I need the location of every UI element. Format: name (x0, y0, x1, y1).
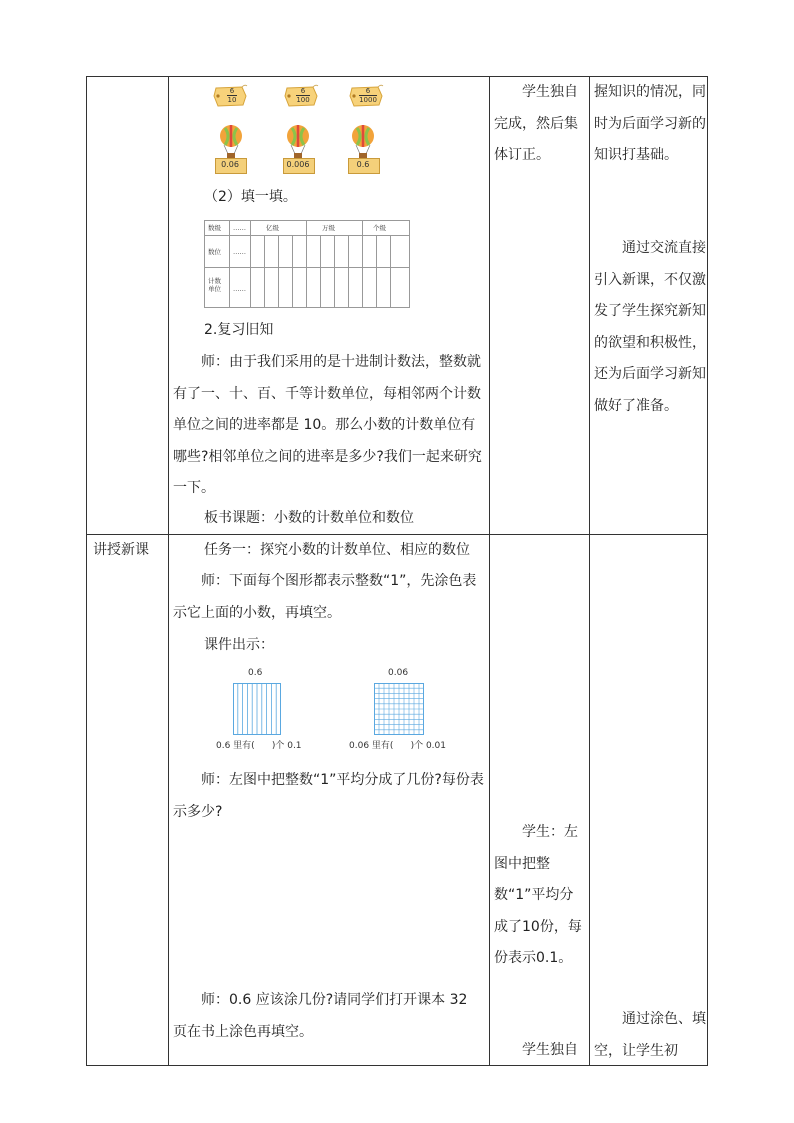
level-ge: 个级 (373, 224, 386, 232)
teacher-question-3: 师：0.6 应该涂几份?请同学们打开课本 32 页在书上涂色再填空。 (173, 992, 468, 1040)
ellipsis: …… (233, 285, 246, 293)
table-divider-2 (489, 76, 490, 1065)
student-answer: 学生：左图中把整数“1”平均分成了10份，每份表示0.1。 (494, 824, 582, 966)
balloon-2-value: 0.006 (286, 160, 310, 169)
tenths-grid (233, 683, 281, 735)
level-wan: 万级 (322, 224, 335, 232)
table-border-right (707, 76, 708, 1065)
row-label-digit: 数位 (208, 248, 221, 256)
hundredths-grid (374, 683, 424, 735)
tag-1-denominator: 10 (227, 96, 237, 104)
tag-2-denominator: 100 (296, 96, 310, 104)
intent-text-2: 通过交流直接引入新课，不仅激发了学生探究新知的欲望和积极性，还为后面学习新知做好了准备。 (594, 240, 706, 414)
level-yi: 亿级 (266, 224, 279, 232)
table-border-left (86, 76, 87, 1065)
balloon-3-value: 0.6 (356, 160, 370, 169)
courseware-label: 课件出示： (204, 637, 274, 653)
hot-air-balloon-icon (218, 124, 244, 160)
student-activity-text: 学生独自完成，然后集体订正。 (494, 84, 578, 163)
task-one: 任务一：探究小数的计数单位、相应的数位 (204, 542, 470, 558)
intent-text-3: 通过涂色、填空，让学生初 (594, 1011, 706, 1059)
fill-in-title: （2）填一填。 (204, 189, 297, 205)
balloon-1-value: 0.06 (221, 160, 239, 169)
grid-right-value: 0.06 (388, 668, 409, 678)
place-value-table (204, 220, 410, 308)
row-label-level: 数级 (208, 224, 221, 232)
ellipsis: …… (233, 248, 246, 256)
review-heading: 2.复习旧知 (204, 322, 274, 338)
table-divider-3 (589, 76, 590, 1065)
board-title: 板书课题：小数的计数单位和数位 (204, 510, 414, 526)
grid-left-caption: 0.6 里有( )个 0.1 (216, 741, 302, 751)
teacher-paragraph: 师：由于我们采用的是十进制计数法，整数就有了一、十、百、千等计数单位，每相邻两个计数单位之间的进率都是 10。那么小数的计数单位有哪些?相邻单位之间的进率是多少?我们一起来研究一下。 (173, 354, 482, 496)
section-label: 讲授新课 (93, 542, 149, 558)
row-label-unit: 计数单位 (208, 277, 221, 293)
tag-1-numerator: 6 (229, 87, 235, 95)
tag-3-numerator: 6 (365, 87, 371, 95)
teacher-question-2: 师：左图中把整数“1”平均分成了几份?每份表示多少? (173, 772, 484, 820)
intent-text-1: 握知识的情况，同时为后面学习新的知识打基础。 (594, 84, 706, 163)
hot-air-balloon-icon (285, 124, 311, 160)
hot-air-balloon-icon (350, 124, 376, 160)
tag-3-denominator: 1000 (359, 96, 377, 104)
grid-left-value: 0.6 (248, 668, 263, 678)
grid-right-caption: 0.06 里有( )个 0.01 (349, 741, 446, 751)
table-divider-1 (168, 76, 169, 1065)
tag-2-numerator: 6 (300, 87, 306, 95)
teacher-instruction-1: 师：下面每个图形都表示整数“1”，先涂色表示它上面的小数，再填空。 (173, 573, 477, 621)
ellipsis: …… (233, 224, 246, 232)
student-activity-2: 学生独自 (522, 1042, 578, 1058)
